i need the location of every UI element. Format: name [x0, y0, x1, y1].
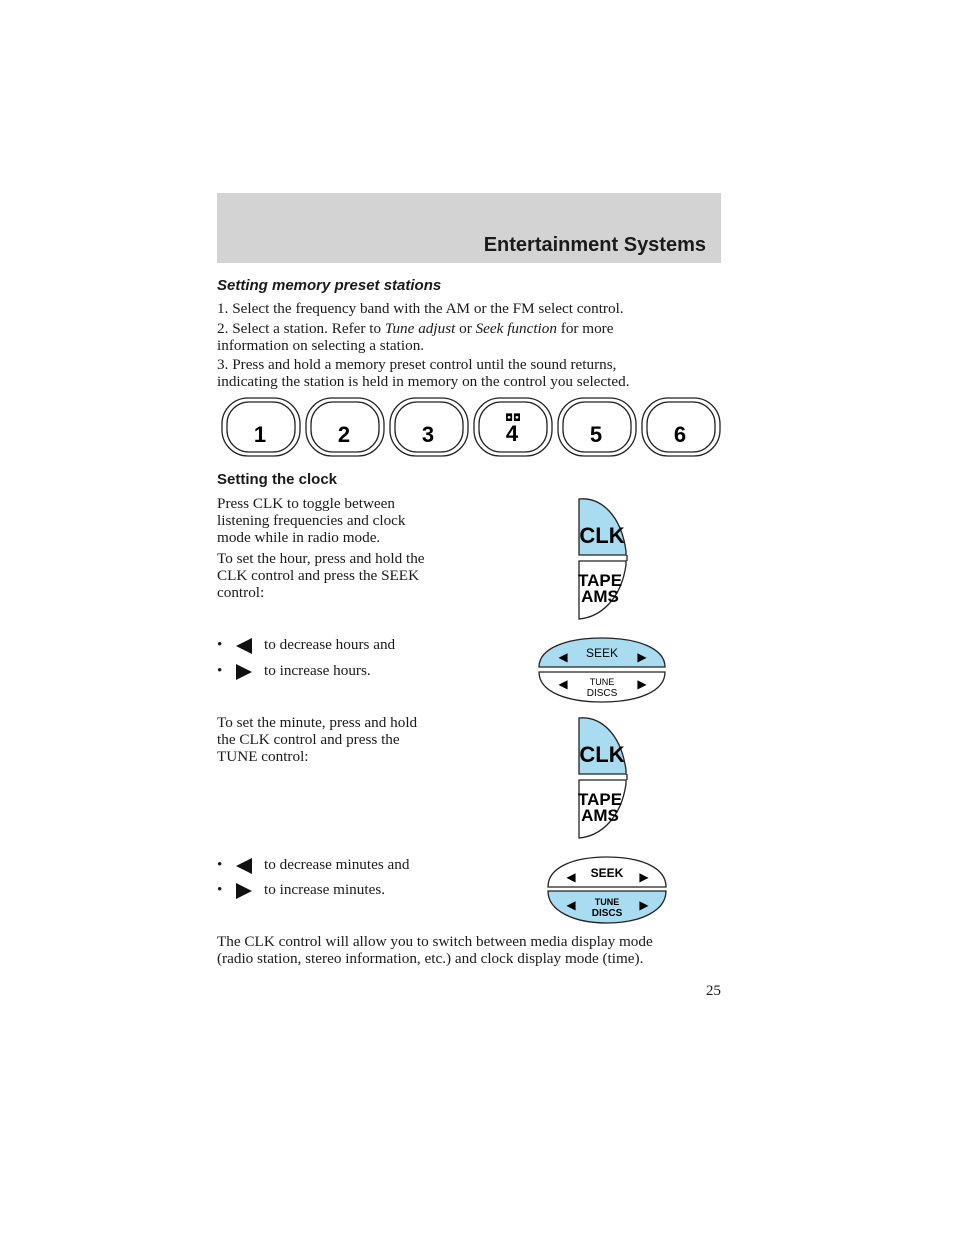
seek-right-icon: ▶ [639, 870, 649, 884]
tune-button[interactable] [548, 891, 666, 923]
step2-or: or [455, 320, 476, 337]
clock-para-1-line-2: listening frequencies and clock [217, 512, 406, 529]
hour-bullet-increase [217, 662, 477, 682]
clock-para-2-line-3: control: [217, 584, 265, 601]
memory-heading: Setting memory preset stations [217, 277, 442, 294]
bullet: • [217, 636, 223, 653]
clock-para-2-line-1: To set the hour, press and hold the [217, 550, 425, 567]
discs-label: DISCS [586, 688, 618, 699]
clock-heading: Setting the clock [217, 471, 338, 488]
seek-tune-button-2 [546, 855, 670, 927]
seek-button[interactable] [539, 638, 665, 667]
minute-bullet-increase [217, 881, 477, 901]
preset-5-label: 5 [589, 422, 603, 447]
header-band [217, 193, 721, 263]
left-arrow-icon [234, 637, 254, 655]
preset-button-1[interactable] [222, 398, 300, 456]
dolby-icon: ◘◘ [505, 413, 521, 424]
minute-bullet-decrease [217, 856, 477, 876]
step2-suffix: for more [556, 320, 614, 337]
bullet: • [217, 856, 223, 873]
clk-button[interactable] [579, 718, 626, 774]
minute-decrease-text: to decrease minutes and [264, 856, 410, 873]
clock-para-1-line-3: mode while in radio mode. [217, 529, 381, 546]
tape-ams-button[interactable] [578, 780, 626, 838]
tune-right-icon: ▶ [637, 677, 647, 691]
tune-right-icon: ▶ [639, 898, 649, 912]
preset-button-6[interactable] [642, 398, 720, 456]
tune-button[interactable] [539, 672, 665, 702]
preset-button-4[interactable] [474, 398, 552, 456]
tape-ams-button[interactable] [578, 561, 626, 619]
bullet: • [217, 662, 223, 679]
tune-adjust-ref: Tune adjust [384, 320, 456, 337]
preset-button-3[interactable] [390, 398, 468, 456]
seek-tune-button-1 [537, 636, 669, 706]
right-arrow-icon [234, 663, 254, 681]
minute-increase-text: to increase minutes. [264, 881, 386, 898]
clock-para-3 [217, 714, 417, 765]
memory-step-3-line1: 3. Press and hold a memory preset control until the sound returns, [217, 356, 617, 373]
clk-tape-button-1 [576, 495, 632, 623]
tune-label: TUNE [594, 897, 620, 907]
closing-line-2: (radio station, stereo information, etc.) and clock display mode (time). [217, 950, 644, 967]
clk-tape-button-2 [576, 714, 632, 842]
preset-1-label: 1 [253, 422, 267, 447]
closing-para [217, 933, 653, 967]
tape-label: TAPE [577, 790, 623, 809]
clk-label: CLK [579, 742, 625, 767]
ams-label: AMS [581, 806, 619, 825]
clock-para-1 [217, 495, 406, 546]
clk-label: CLK [579, 523, 625, 548]
seek-left-icon: ◀ [566, 870, 576, 884]
clock-para-3-line-3: TUNE control: [217, 748, 309, 765]
clock-para-2-line-2: CLK control and press the SEEK [217, 567, 420, 584]
seek-label: SEEK [585, 646, 619, 660]
clock-para-2 [217, 550, 425, 601]
hour-decrease-text: to decrease hours and [264, 636, 396, 653]
preset-buttons [217, 396, 721, 460]
tune-left-icon: ◀ [566, 898, 576, 912]
seek-label: SEEK [590, 866, 624, 880]
seek-right-icon: ▶ [637, 650, 647, 664]
clock-para-1-line-1: Press CLK to toggle between [217, 495, 396, 512]
memory-step-1: 1. Select the frequency band with the AM or the FM select control. [217, 300, 624, 317]
discs-label: DISCS [591, 908, 623, 919]
page-number: 25 [705, 982, 721, 999]
memory-step-2-line2: information on selecting a station. [217, 337, 425, 354]
seek-button[interactable] [548, 857, 666, 887]
bullet: • [217, 881, 223, 898]
closing-line-1: The CLK control will allow you to switch between media display mode [217, 933, 653, 950]
clk-button[interactable] [579, 499, 626, 555]
preset-6-label: 6 [673, 422, 687, 447]
tape-label: TAPE [577, 571, 623, 590]
left-arrow-icon [234, 857, 254, 875]
preset-button-2[interactable] [306, 398, 384, 456]
ams-label: AMS [581, 587, 619, 606]
clock-para-3-line-2: the CLK control and press the [217, 731, 400, 748]
memory-step-3-line2: indicating the station is held in memory on the control you selected. [217, 373, 630, 390]
hour-bullet-decrease [217, 636, 477, 656]
preset-2-label: 2 [337, 422, 351, 447]
memory-step-2 [217, 320, 613, 337]
preset-3-label: 3 [421, 422, 435, 447]
seek-function-ref: Seek function [475, 320, 557, 337]
seek-left-icon: ◀ [558, 650, 568, 664]
section-title: Entertainment Systems [483, 234, 706, 256]
preset-4-label: 4 [505, 421, 519, 446]
preset-button-5[interactable] [558, 398, 636, 456]
step2-prefix: 2. Select a station. Refer to [217, 320, 385, 337]
tune-label: TUNE [589, 677, 615, 687]
right-arrow-icon [234, 882, 254, 900]
tune-left-icon: ◀ [558, 677, 568, 691]
clock-para-3-line-1: To set the minute, press and hold [217, 714, 418, 731]
hour-increase-text: to increase hours. [264, 662, 371, 679]
